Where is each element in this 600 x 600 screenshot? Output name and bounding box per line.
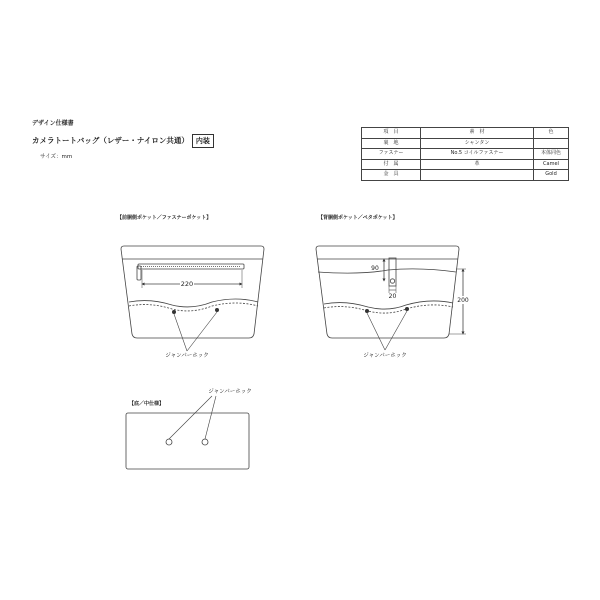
back-callout-leader	[385, 311, 407, 350]
back-snap-left	[365, 309, 369, 313]
back-callout-label: ジャンパーホック	[363, 353, 407, 359]
bottom-callout-leader	[205, 396, 216, 439]
document-type: デザイン仕様書	[32, 120, 74, 127]
spec-cell: No.5 コイルファスナー	[421, 149, 534, 160]
back-dim-90: 90	[371, 265, 379, 272]
bottom-panel-outline	[126, 413, 249, 469]
size-unit: サイズ：mm	[40, 154, 73, 160]
front-callout-leader	[187, 312, 217, 351]
spec-header-item: 項 目	[362, 128, 421, 139]
back-pocket-seam	[324, 301, 453, 309]
document-title: カメラトートバッグ（レザー・ナイロン共通）	[32, 136, 189, 145]
front-snap-right	[215, 308, 219, 312]
bottom-snap-left	[166, 439, 172, 445]
back-pocket-opening	[318, 269, 456, 273]
spec-cell: ファスナー	[362, 149, 421, 160]
bottom-snap-right	[202, 439, 208, 445]
back-dim-200: 200	[457, 297, 469, 304]
bottom-callout-leader	[169, 396, 212, 439]
back-bag-outline	[316, 246, 459, 338]
spec-cell: Gold	[534, 170, 569, 181]
front-zipper-pull	[137, 266, 141, 280]
front-pocket-seam	[129, 299, 258, 307]
front-callout-label: ジャンパーホック	[165, 353, 209, 359]
spec-header-color: 色	[534, 128, 569, 139]
spec-cell: Camel	[534, 159, 569, 170]
spec-cell: 金 具	[362, 170, 421, 181]
front-dim-220: 220	[180, 280, 194, 288]
back-tab-snap	[390, 279, 394, 283]
spec-cell: 本体同色	[534, 149, 569, 160]
front-pocket-drawing	[121, 246, 264, 351]
front-snap-left	[172, 310, 176, 314]
spec-cell: シャンタン	[421, 138, 534, 149]
spec-cell: 付 属	[362, 159, 421, 170]
spec-cell: 革	[421, 159, 534, 170]
section-badge: 内装	[192, 134, 214, 148]
spec-header-material: 素 材	[421, 128, 534, 139]
bottom-view-label: 【底／中仕様】	[129, 401, 165, 407]
back-callout-leader	[367, 313, 385, 350]
back-view-label: 【背胴側ポケット／ペタポケット】	[318, 215, 398, 221]
front-view-label: 【前胴側ポケット／ファスナーポケット】	[117, 215, 212, 221]
bottom-callout-label: ジャンパーホック	[208, 389, 252, 395]
spec-cell: 裏 地	[362, 138, 421, 149]
back-dim-20: 20	[388, 293, 397, 300]
front-callout-leader	[174, 314, 187, 351]
front-bag-outline	[121, 246, 264, 338]
back-snap-right	[405, 307, 409, 311]
